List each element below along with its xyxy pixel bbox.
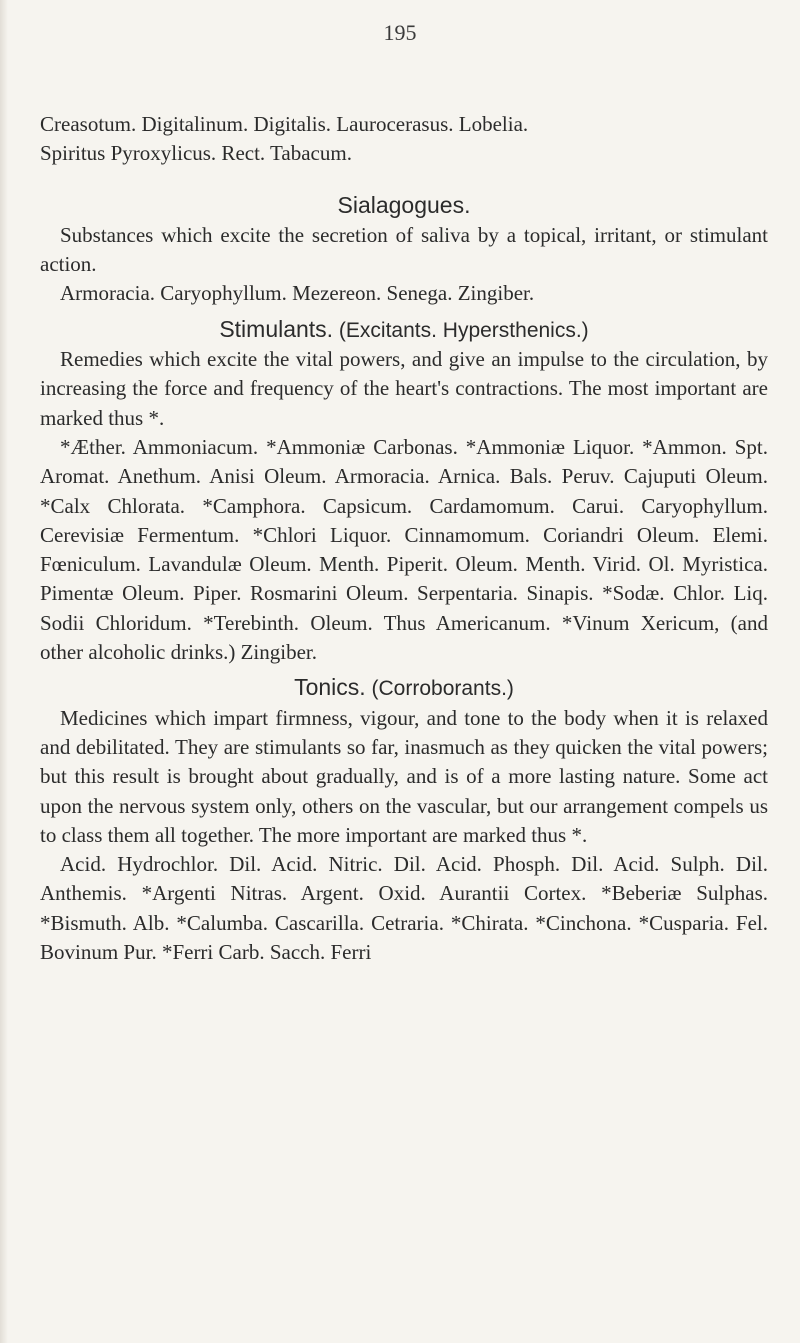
sialagogues-list: Armoracia. Caryophyllum. Mezereon. Senega. Zingiber. [60, 281, 535, 306]
stimulants-title: Stimulants. [219, 315, 334, 342]
intro-line-1: Creasotum. Digitalinum. Digitalis. Laurocerasus. Lobelia. [40, 112, 529, 136]
tonics-heading [40, 673, 768, 703]
sialagogues-title: Sialagogues. [337, 191, 471, 218]
intro-line-2: Spiritus Pyroxylicus. Rect. Tabacum. [40, 141, 352, 166]
tonics-title: Tonics. [294, 674, 366, 701]
tonics-list: Acid. Hydrochlor. Dil. Acid. Nitric. Dil. Acid. Phosph. Dil. Acid. Sulph. Dil. Anthemis. *Argenti Nitras. Argent. Oxid. Aurantii Cortex. *Beberiæ Sulphas. *Bismuth. Alb. *Calumba. Cascarilla. Cetraria. *Chirata. *Cinchona. *Cusparia. Fel. Bovinum Pur. *Ferri Carb. Sacch. Ferri [40, 852, 768, 965]
sialagogues-heading [40, 191, 768, 221]
stimulants-definition: Remedies which excite the vital powers, and give an impulse to the circulation, by increasing the force and frequency of the heart's contractions. The most important are marked thus *. [40, 347, 768, 430]
page-number: 195 [383, 20, 417, 45]
stimulants-list: *Æther. Ammoniacum. *Ammoniæ Carbonas. *Ammoniæ Liquor. *Ammon. Spt. Aromat. Anethum. Anisi Oleum. Armoracia. Arnica. Bals. Peruv. Cajuputi Oleum. *Calx Chlorata. *Camphora. Capsicum. Cardamomum. Carui. Caryophyllum. Cerevisiæ Fermentum. *Chlori Liquor. Cinnamomum. Coriandri Oleum. Elemi. Fœniculum. Lavandulæ Oleum. Menth. Piperit. Oleum. Menth. Virid. Ol. Myristica. Pimentæ Oleum. Piper. Rosmarini Oleum. Serpentaria. Sinapis. *Sodæ. Chlor. Liq. Sodii Chloridum. *Terebinth. Oleum. Thus Americanum. *Vinum Xericum, (and other alcoholic drinks.) Zingiber. [40, 434, 768, 665]
page-body [40, 110, 768, 967]
tonics-definition: Medicines which impart firmness, vigour, and tone to the body when it is relaxed and debilitated. They are stimulants so far, inasmuch as they quicken the vital powers; but this result is brought about gradually, and is of a more lasting nature. Some act upon the nervous system only, others on the vascular, but our arrangement compels us to class them all together. The more important are marked thus *. [40, 705, 768, 847]
stimulants-subtitle: (Excitants. Hypersthenics.) [338, 318, 589, 342]
sialagogues-definition: Substances which excite the secretion of saliva by a topical, irritant, or stimulant action. [40, 222, 768, 277]
stimulants-heading [40, 315, 768, 345]
tonics-subtitle: (Corroborants.) [371, 677, 514, 701]
page-binding-shadow [0, 0, 8, 1343]
